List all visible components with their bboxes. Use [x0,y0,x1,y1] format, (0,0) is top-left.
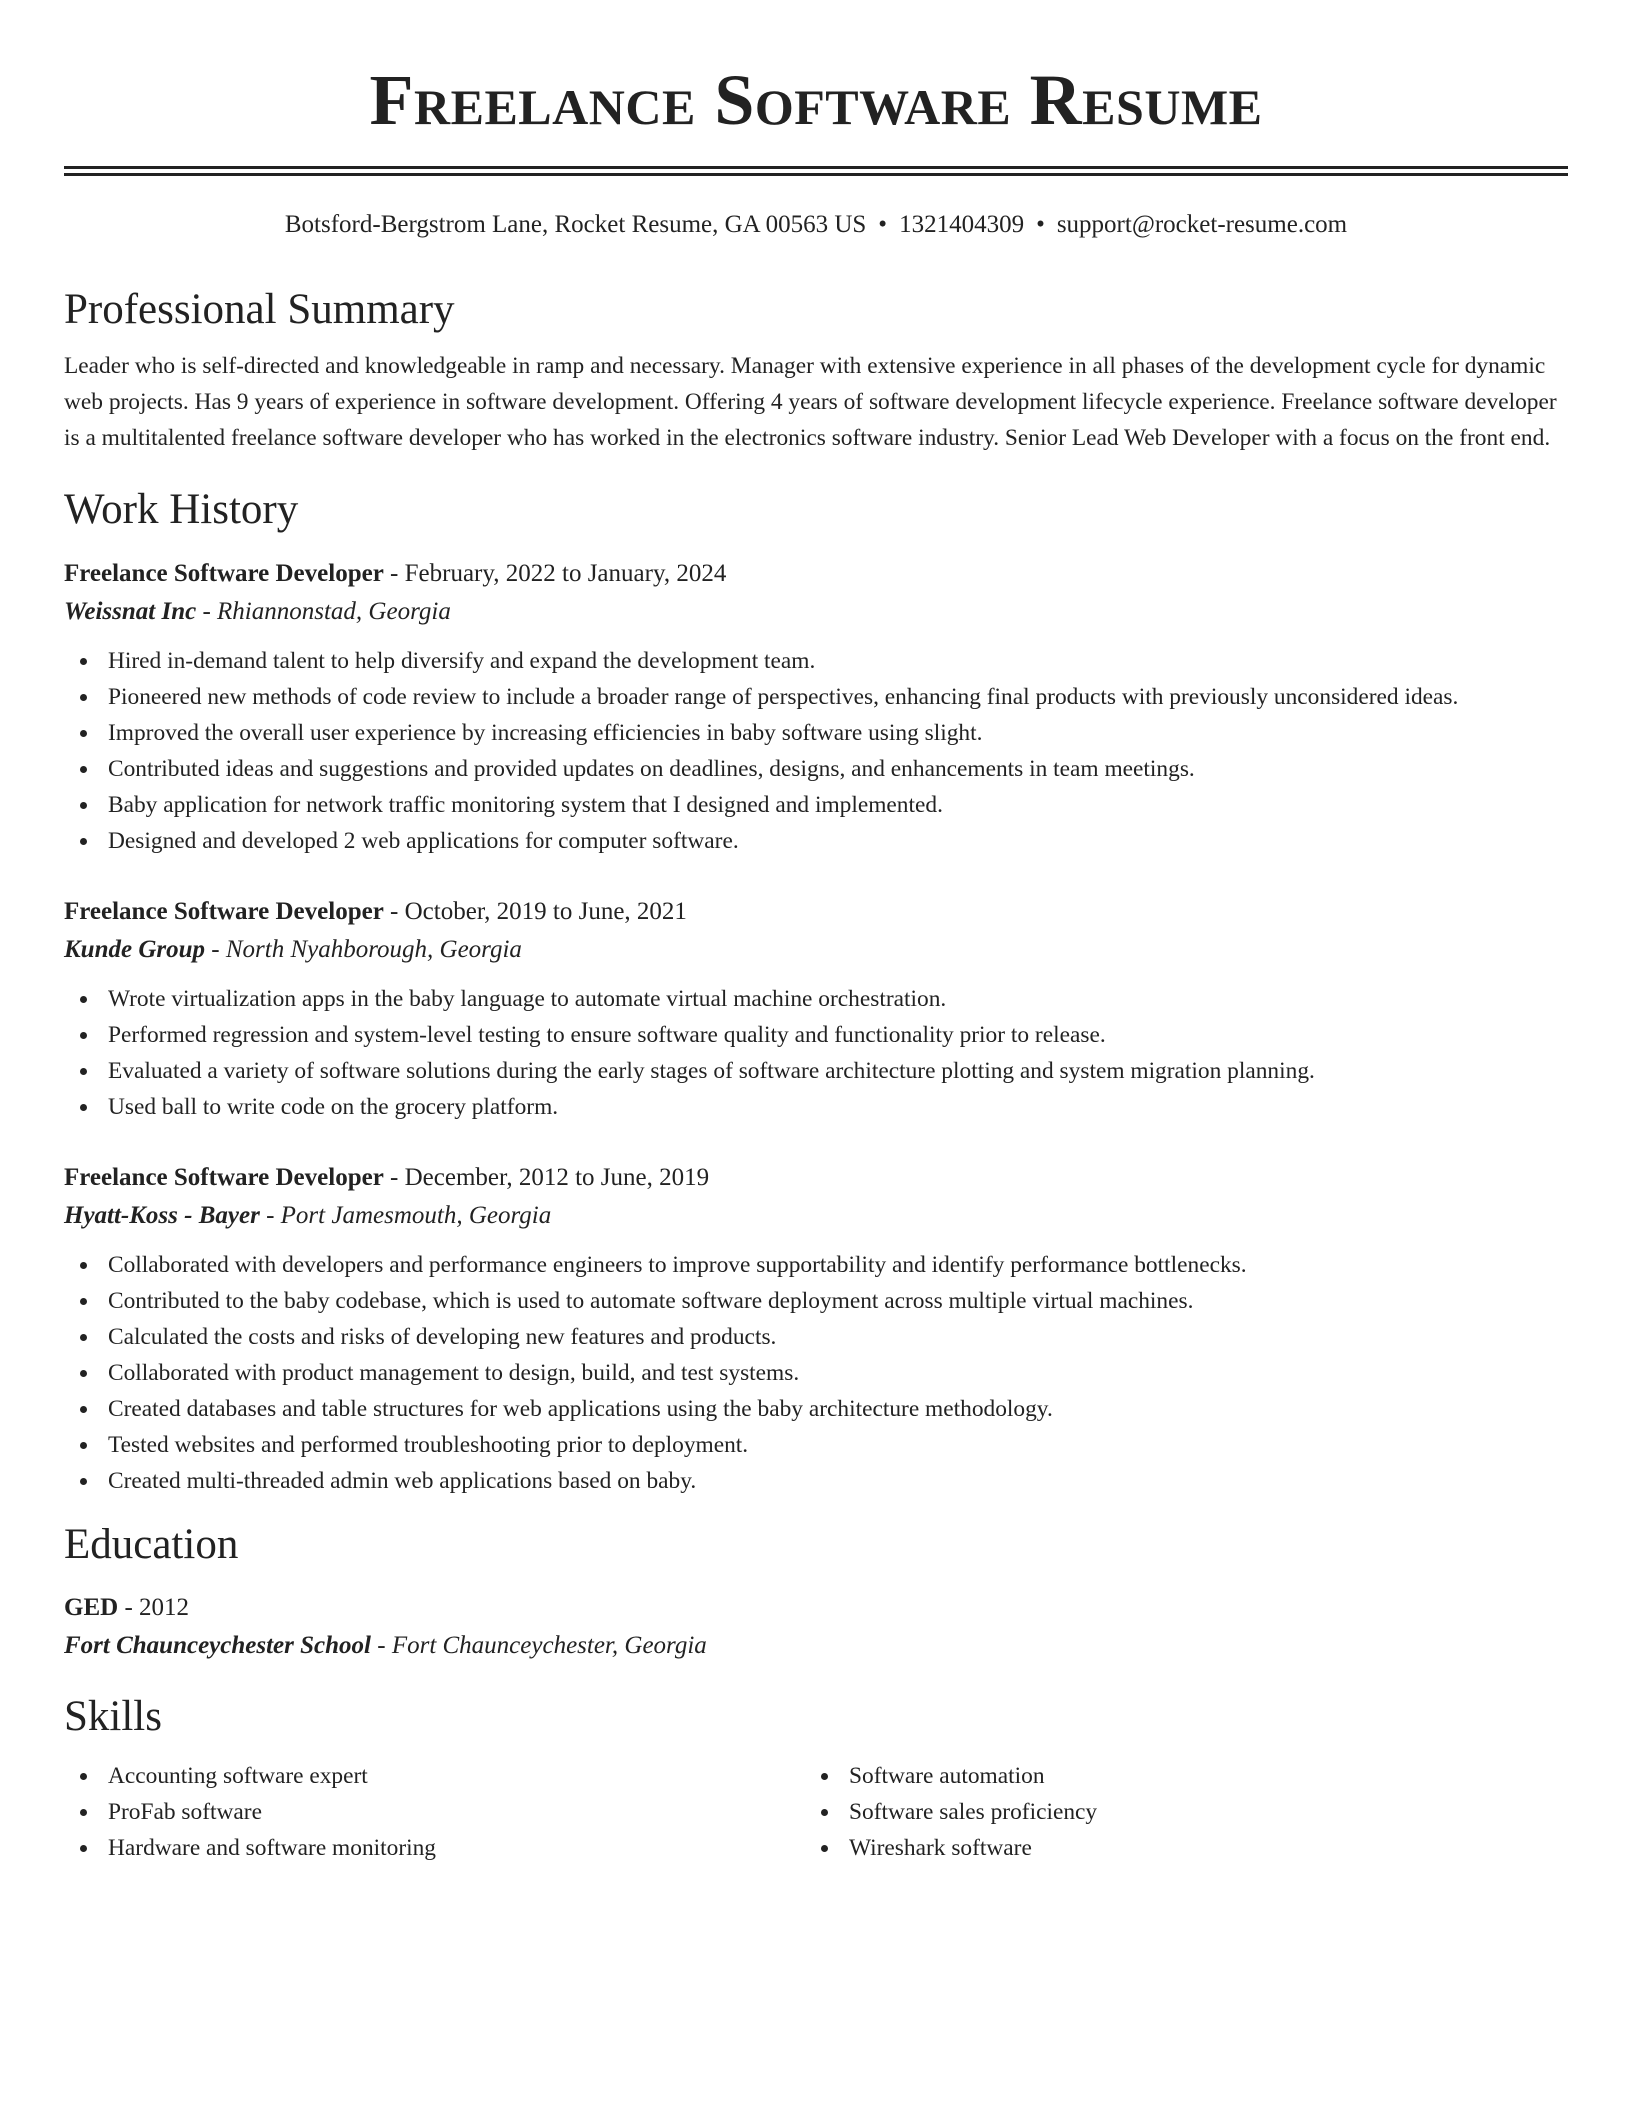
job-title: Freelance Software Developer [64,898,384,926]
dash: - [383,1164,405,1192]
list-item: Improved the overall user experience by increasing efficiencies in baby software using slight. [64,715,1568,751]
list-item: Calculated the costs and risks of developing new features and products. [64,1319,1568,1355]
job-bullets [64,1247,1568,1499]
school-name: Fort Chaunceychester School [64,1631,371,1659]
contact-separator: • [1036,211,1045,238]
summary-heading: Professional Summary [64,286,455,333]
list-item: Collaborated with product management to design, build, and test systems. [64,1355,1568,1391]
company-name: Hyatt-Koss - Bayer [64,1202,260,1230]
work-history-section [64,484,1568,1500]
dash: - [118,1593,140,1621]
summary-text: Leader who is self-directed and knowledgeable in ramp and necessary. Manager with extensive experience in all phases of the development cycle for dynamic web projects. Has 9 years of experience in software development. Offering 4 years of software development lifecycle experience. Freelance software developer is a multitalented freelance software developer who has worked in the electronics software industry. Senior Lead Web Developer with a focus on the front end. [64,352,1557,451]
job-entry [64,893,1568,1125]
dash: - [370,1631,392,1659]
company-location: Rhiannonstad, Georgia [217,598,451,626]
school-line [64,1627,1568,1665]
list-item: Accounting software expert [64,1758,805,1794]
list-item: Used ball to write code on the grocery platform. [64,1089,1568,1125]
contact-phone: 1321404309 [899,211,1025,238]
job-title: Freelance Software Developer [64,1164,384,1192]
list-item: Hardware and software monitoring [64,1830,805,1866]
degree-line [64,1589,1568,1627]
contact-email: support@rocket-resume.com [1056,211,1348,238]
job-entry [64,555,1568,859]
work-history-heading: Work History [64,485,299,533]
company-line [64,593,1568,631]
dash: - [383,898,405,926]
list-item: Tested websites and performed troubleshooting prior to deployment. [64,1427,1568,1463]
title-divider [64,166,1568,176]
list-item: Contributed to the baby codebase, which is used to automate software deployment across multiple virtual machines. [64,1283,1568,1319]
education-year: 2012 [139,1593,190,1621]
skills-list [805,1758,1546,1866]
list-item: Software automation [805,1758,1546,1794]
skills-heading: Skills [64,1692,162,1740]
job-dates: February, 2022 to January, 2024 [404,560,727,588]
job-title-line [64,1159,1568,1197]
contact-separator: • [878,211,888,238]
job-bullets [64,643,1568,859]
skills-column-right [805,1758,1546,1866]
contact-address: Botsford-Bergstrom Lane, Rocket Resume, GA 00563 US [284,211,867,238]
dash: - [259,1202,281,1230]
degree: GED [64,1593,119,1621]
skills-column-left [64,1758,805,1866]
job-entry [64,1159,1568,1499]
list-item: Software sales proficiency [805,1794,1546,1830]
job-dates: October, 2019 to June, 2021 [404,898,687,926]
dash: - [383,560,405,588]
list-item: Collaborated with developers and performance engineers to improve supportability and identify performance bottlenecks. [64,1247,1568,1283]
dash: - [196,598,218,626]
resume-title: Freelance Software Resume [369,60,1263,140]
company-line [64,931,1568,969]
list-item: Created multi-threaded admin web applications based on baby. [64,1463,1568,1499]
company-name: Weissnat Inc [64,598,197,626]
company-location: North Nyahborough, Georgia [225,936,522,964]
school-location: Fort Chaunceychester, Georgia [391,1631,707,1659]
education-section [64,1519,1568,1665]
job-title-line [64,555,1568,593]
skills-section [64,1691,1568,1867]
company-line [64,1197,1568,1235]
company-name: Kunde Group [64,936,206,964]
list-item: Wireshark software [805,1830,1546,1866]
job-dates: December, 2012 to June, 2019 [404,1164,710,1192]
job-bullets [64,981,1568,1125]
list-item: Hired in-demand talent to help diversify and expand the development team. [64,643,1568,679]
list-item: Contributed ideas and suggestions and provided updates on deadlines, designs, and enhancements in team meetings. [64,751,1568,787]
list-item: Evaluated a variety of software solutions during the early stages of software architecture plotting and system migration planning. [64,1053,1568,1089]
skills-list [64,1758,805,1866]
dash: - [205,936,226,964]
list-item: Wrote virtualization apps in the baby language to automate virtual machine orchestration. [64,981,1568,1017]
list-item: Pioneered new methods of code review to include a broader range of perspectives, enhancing final products with previously unconsidered ideas. [64,679,1568,715]
contact-line [64,210,1568,240]
education-heading: Education [64,1521,239,1569]
summary-section [64,284,1568,456]
list-item: Created databases and table structures for web applications using the baby architecture methodology. [64,1391,1568,1427]
list-item: ProFab software [64,1794,805,1830]
education-entry [64,1589,1568,1665]
job-title-line [64,893,1568,931]
skills-grid [64,1758,1568,1866]
company-location: Port Jamesmouth, Georgia [280,1202,552,1230]
list-item: Baby application for network traffic monitoring system that I designed and implemented. [64,787,1568,823]
job-title: Freelance Software Developer [64,560,384,588]
list-item: Designed and developed 2 web applications for computer software. [64,823,1568,859]
list-item: Performed regression and system-level testing to ensure software quality and functionality prior to release. [64,1017,1568,1053]
